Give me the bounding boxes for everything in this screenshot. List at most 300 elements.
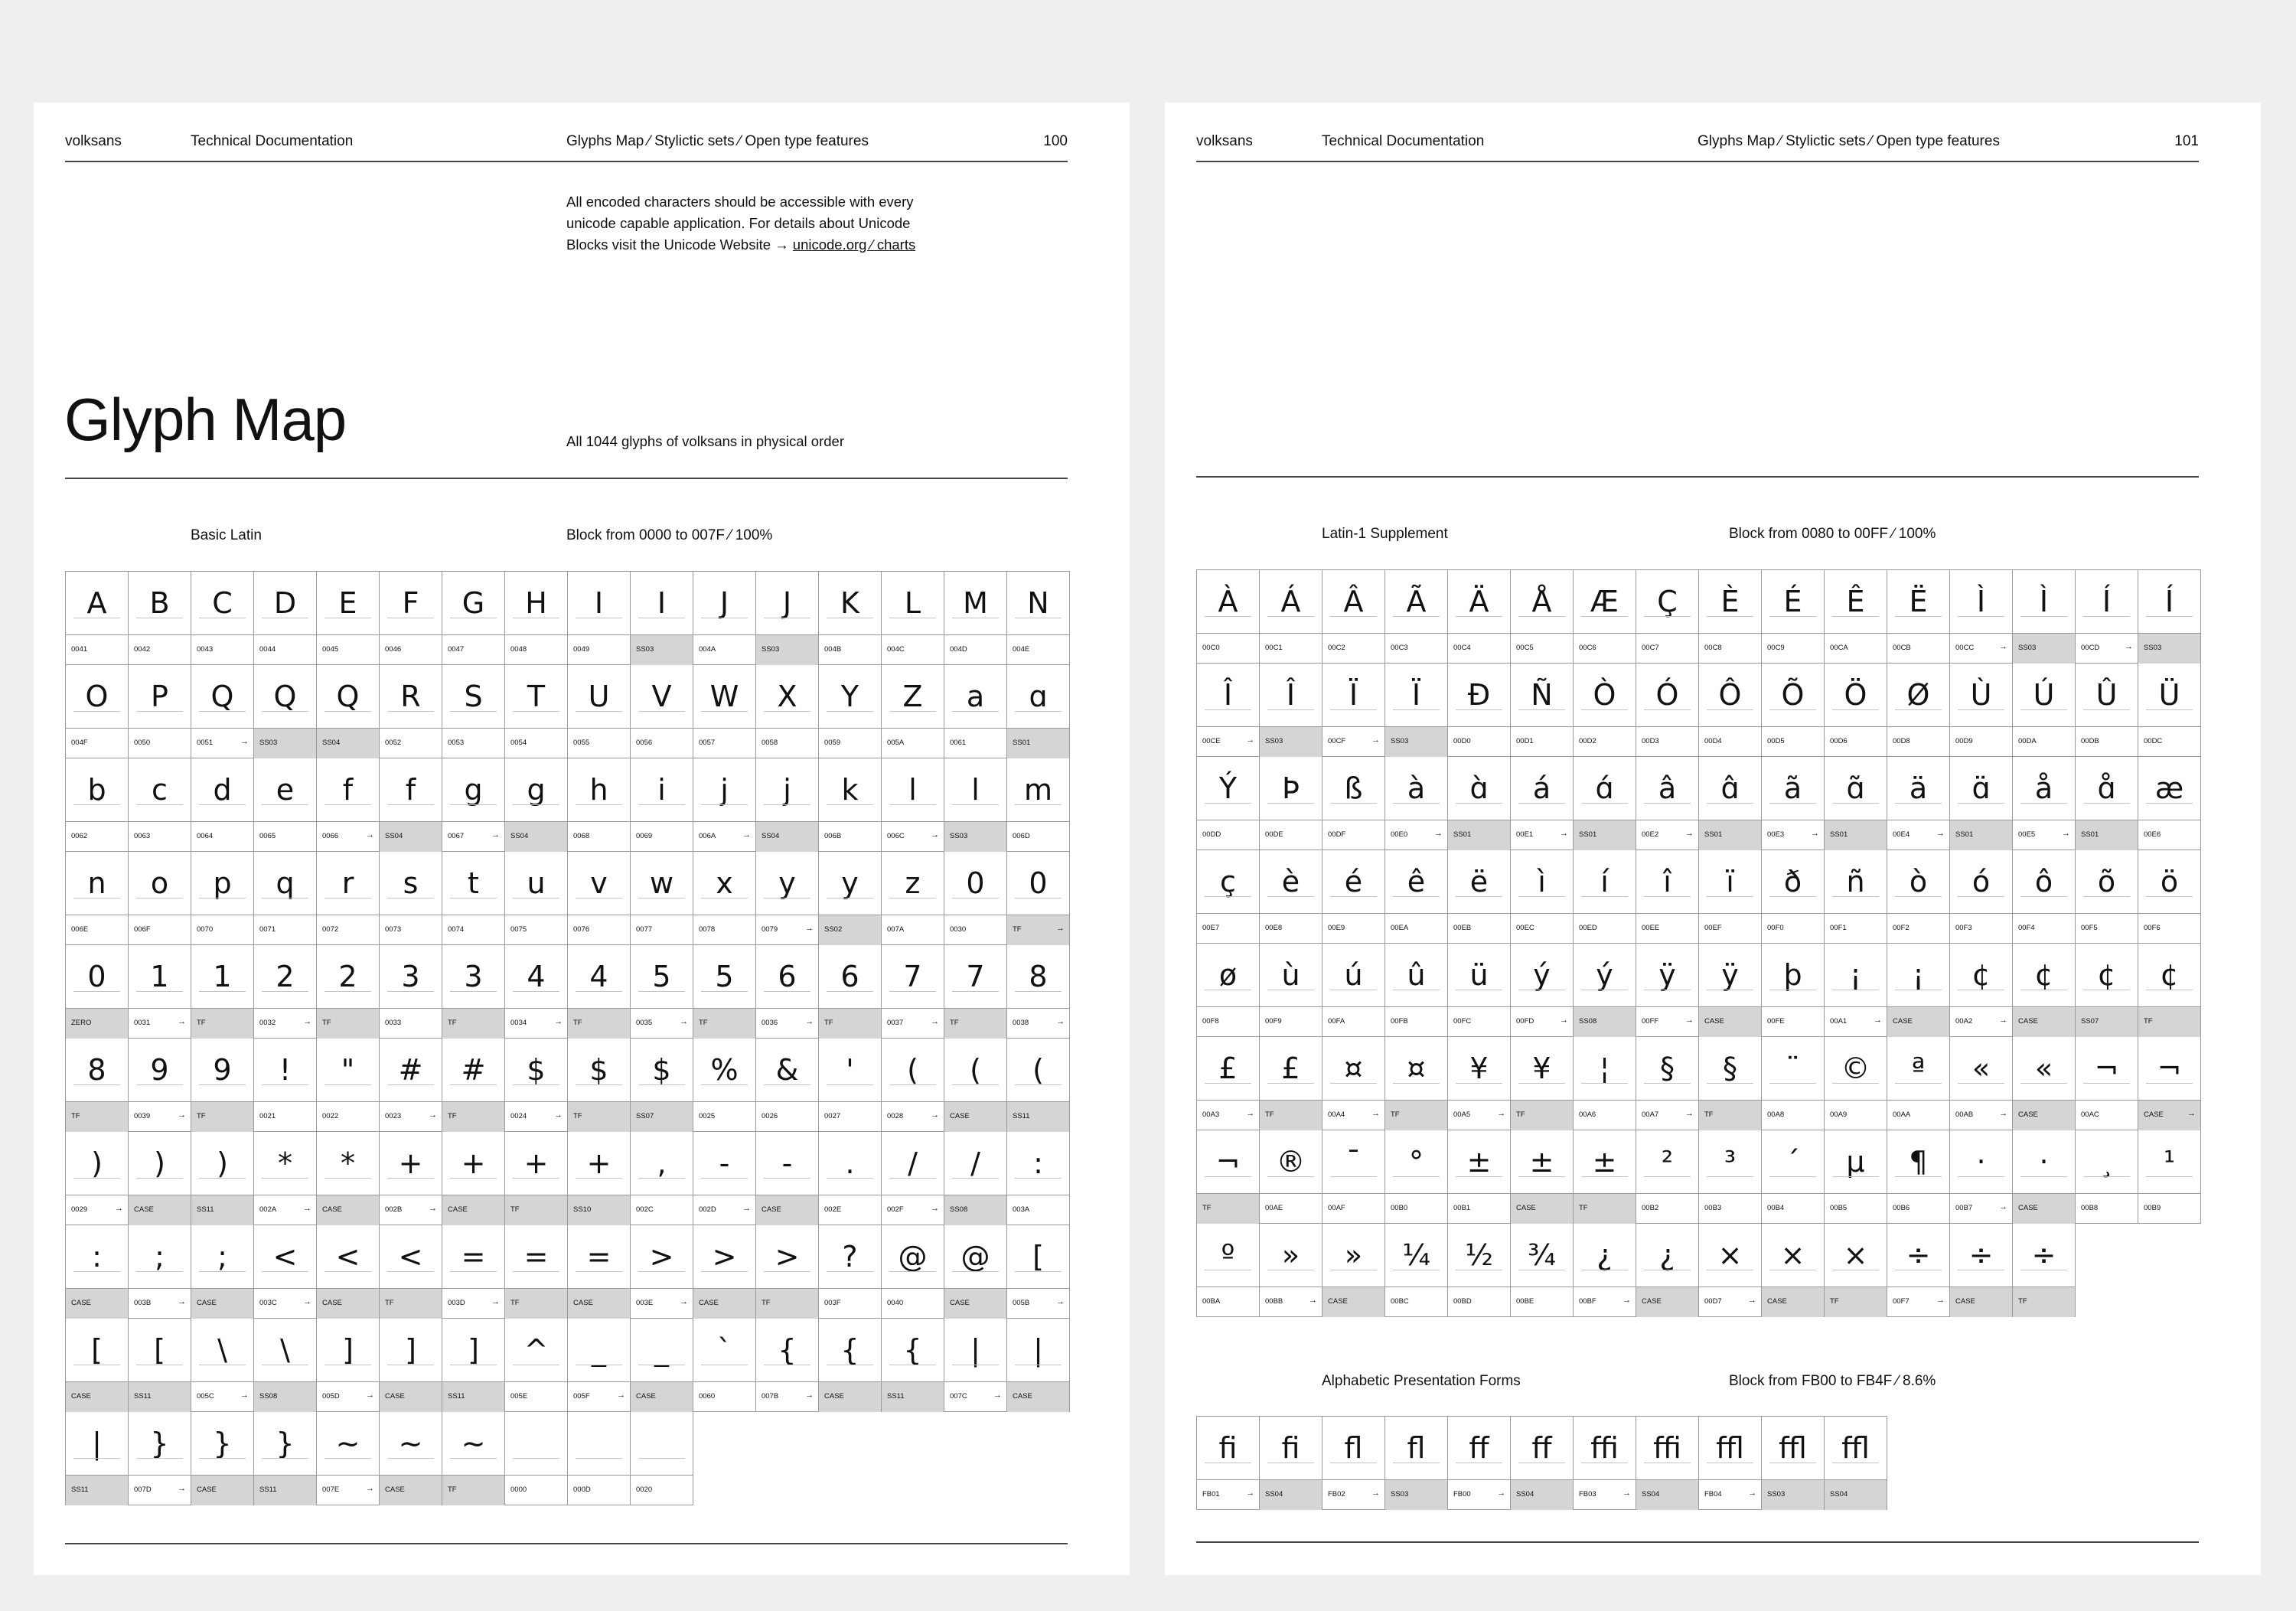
glyph-code-label: 00A7 →: [1636, 1100, 1698, 1130]
glyph-cell: [129, 572, 191, 665]
glyph-code-label: 00D4: [1699, 726, 1761, 757]
glyph-code-label: 00F2: [1887, 913, 1949, 944]
glyph-code-label: TF: [1574, 1193, 1636, 1224]
baseline-guide: [1644, 1176, 1691, 1177]
glyph-char: 8: [1029, 960, 1048, 993]
glyph-cell: [1762, 944, 1825, 1037]
glyph-cell: [1511, 944, 1574, 1037]
page-header: [1196, 133, 2199, 162]
glyph-cell: [1511, 1037, 1574, 1130]
baseline-guide: [701, 1178, 748, 1179]
glyph-code-label: 00B2: [1636, 1193, 1698, 1224]
glyph-char: R: [400, 680, 421, 713]
glyph-char: }: [213, 1427, 232, 1460]
glyph-cell: [1825, 1130, 1887, 1224]
glyph-code-label: 00C9: [1762, 633, 1824, 664]
glyph-char: fl: [1407, 1431, 1426, 1465]
glyph-code-label: SS03: [631, 634, 693, 665]
glyph-cell: [66, 665, 129, 758]
glyph-code-label: 00BC: [1385, 1287, 1447, 1317]
glyph-code-label: TF: [442, 1008, 504, 1039]
glyph-cell: [129, 1225, 191, 1319]
glyph-cell: [191, 1225, 254, 1319]
glyph-code-label: CASE: [1007, 1381, 1069, 1412]
baseline-guide: [136, 711, 183, 712]
glyph-code-label: 0028 →: [882, 1101, 944, 1132]
baseline-guide: [1330, 709, 1377, 710]
glyph-code-label: 0050: [129, 728, 191, 758]
glyph-code-label: 00D8: [1887, 726, 1949, 757]
glyph-char: «: [1971, 1052, 1991, 1085]
glyph-char: ñ: [1846, 865, 1865, 898]
glyph-cell: [1887, 757, 1950, 850]
glyph-char: r: [341, 866, 354, 900]
glyph-cell: [1448, 664, 1511, 757]
glyph-cell: [1260, 1224, 1322, 1317]
baseline-guide: [1581, 896, 1628, 897]
glyph-code-label: 00F4: [2013, 913, 2075, 944]
glyph-char: ÿ: [1721, 958, 1739, 992]
glyph-cell: [1825, 944, 1887, 1037]
glyph-cell: [2076, 944, 2138, 1037]
glyph-char: 1: [213, 960, 232, 993]
glyph-cell: [568, 1225, 631, 1319]
glyph-cell: [1574, 570, 1636, 664]
arrow-right-icon: →: [2125, 642, 2133, 651]
arrow-right-icon: →: [1309, 1296, 1317, 1305]
glyph-char: 4: [589, 960, 608, 993]
arrow-right-icon: →: [1056, 924, 1065, 933]
glyph-cell: [944, 945, 1007, 1039]
glyph-cell: [1322, 1224, 1385, 1317]
glyph-cell: [2076, 757, 2138, 850]
baseline-guide: [1518, 616, 1565, 617]
glyph-cell: [1322, 757, 1385, 850]
glyph-cell: [756, 758, 819, 852]
glyph-char: }: [150, 1427, 169, 1460]
glyph-code-label: 00DA: [2013, 726, 2075, 757]
glyph-char: %: [710, 1053, 739, 1087]
glyph-code-label: 0042: [129, 634, 191, 665]
glyph-char: s: [403, 866, 419, 900]
glyph-code-label: 00DB: [2076, 726, 2138, 757]
baseline-guide: [1644, 803, 1691, 804]
glyph-code-label: TF: [380, 1288, 442, 1319]
glyph-cell: [756, 1132, 819, 1225]
arrow-right-icon: →: [1811, 829, 1819, 838]
glyph-code-label: SS11: [442, 1381, 504, 1412]
baseline-guide: [2146, 616, 2193, 617]
glyph-char: ;: [155, 1240, 165, 1273]
glyph-cell: [1448, 757, 1511, 850]
glyph-code-label: 0032 →: [254, 1008, 316, 1039]
glyph-code-label: 00EB: [1448, 913, 1510, 944]
arrow-right-icon: →: [240, 1391, 249, 1400]
glyph-char: ö: [2160, 865, 2179, 898]
glyph-cell: [1197, 1224, 1260, 1317]
glyph-char: ×: [1717, 1238, 1743, 1272]
baseline-guide: [1015, 711, 1062, 712]
glyph-cell: [191, 945, 254, 1039]
arrow-right-icon: →: [1999, 1016, 2007, 1025]
glyph-char: Ï: [1411, 678, 1421, 712]
glyph-cell: [882, 572, 944, 665]
glyph-cell: [442, 665, 505, 758]
glyph-cell: [1762, 757, 1825, 850]
glyph-char: 5: [652, 960, 671, 993]
baseline-guide: [1832, 803, 1879, 804]
glyph-cell: [191, 758, 254, 852]
baseline-guide: [1895, 709, 1942, 710]
glyph-char: í: [1600, 865, 1609, 898]
arrow-right-icon: →: [303, 1204, 311, 1213]
baseline-guide: [827, 804, 873, 805]
glyph-char: I: [657, 586, 667, 620]
arrow-right-icon: →: [680, 1017, 688, 1026]
glyph-cell: [1007, 1039, 1070, 1132]
glyph-code-label: SS08: [254, 1381, 316, 1412]
glyph-code-label: CASE →: [2138, 1100, 2200, 1130]
glyph-cell: [1574, 850, 1636, 944]
glyph-code-label: 003D →: [442, 1288, 504, 1319]
glyph-char: fi: [1218, 1431, 1238, 1465]
glyph-char: U: [588, 680, 610, 713]
glyph-char: Ì: [2039, 585, 2049, 618]
glyph-char: è: [1281, 865, 1300, 898]
block-range-basic-latin: Block from 0000 to 007F ⁄ 100%: [566, 527, 773, 543]
glyph-code-label: 0023 →: [380, 1101, 442, 1132]
arrow-right-icon: →: [805, 1017, 814, 1026]
glyph-char: Å: [1531, 585, 1552, 618]
glyph-char: 2: [338, 960, 357, 993]
glyph-char: f: [405, 773, 416, 807]
glyph-char: Ü: [2158, 678, 2180, 712]
baseline-guide: [1644, 1083, 1691, 1084]
glyph-code-label: 004F: [66, 728, 128, 758]
glyph-cell: [1260, 570, 1322, 664]
glyph-char: ¢: [2034, 958, 2053, 992]
glyph-code-label: 007E →: [317, 1475, 379, 1505]
unicode-charts-link[interactable]: unicode.org ⁄ charts: [792, 236, 916, 253]
baseline-guide: [1769, 896, 1816, 897]
glyph-code-label: 0061: [944, 728, 1006, 758]
glyph-char: ³: [1724, 1145, 1737, 1179]
baseline-guide: [136, 1178, 183, 1179]
baseline-guide: [889, 1084, 936, 1085]
glyph-code-label: 0064: [191, 821, 253, 852]
baseline-guide: [199, 711, 246, 712]
glyph-cell: [1511, 1417, 1574, 1510]
glyph-code-label: 00AC: [2076, 1100, 2138, 1130]
glyph-code-label: 00AF: [1322, 1193, 1384, 1224]
arrow-right-icon: →: [429, 1110, 437, 1120]
section-title: Glyphs Map ⁄ Stylictic sets ⁄ Open type features: [566, 133, 869, 149]
arrow-right-icon: →: [1748, 1296, 1756, 1305]
glyph-char: &: [775, 1053, 799, 1087]
glyph-char: «: [2034, 1052, 2053, 1085]
glyph-cell: [505, 572, 568, 665]
baseline-guide: [513, 1178, 559, 1179]
arrow-right-icon: →: [1246, 1489, 1254, 1498]
glyph-code-label: 003B →: [129, 1288, 191, 1319]
baseline-guide: [2146, 709, 2193, 710]
glyph-code-label: 006E: [66, 915, 128, 945]
baseline-guide: [450, 991, 497, 992]
glyph-char: *: [278, 1146, 292, 1180]
glyph-cell: [1260, 1037, 1322, 1130]
glyph-code-label: 00DE: [1260, 820, 1322, 850]
glyph-code-label: 00B8: [2076, 1193, 2138, 1224]
glyph-code-label: 00F3: [1950, 913, 2012, 944]
glyph-code-label: 0039 →: [129, 1101, 191, 1132]
glyph-code-label: 0029 →: [66, 1195, 128, 1225]
glyph-char: »: [1281, 1238, 1300, 1272]
glyph-code-label: 00FB: [1385, 1006, 1447, 1037]
glyph-char: {: [778, 1333, 797, 1367]
glyph-char: :: [92, 1240, 102, 1273]
glyph-cell: [1636, 850, 1699, 944]
glyph-cell: [66, 758, 129, 852]
glyph-char: ]: [342, 1333, 354, 1367]
baseline-guide: [1205, 616, 1251, 617]
glyph-char: A: [86, 586, 107, 620]
baseline-guide: [262, 804, 308, 805]
baseline-guide: [1267, 616, 1314, 617]
glyph-char: +: [523, 1146, 549, 1180]
glyph-char: ÷: [1906, 1238, 1931, 1272]
glyph-char: #: [398, 1053, 423, 1087]
baseline-guide: [73, 1084, 120, 1085]
glyph-char: |: [1033, 1333, 1043, 1367]
baseline-guide: [387, 1271, 434, 1272]
arrow-right-icon: →: [1560, 1016, 1568, 1025]
glyph-grid-basic-latin: [65, 571, 1070, 1505]
glyph-cell: [568, 572, 631, 665]
baseline-guide: [1644, 709, 1691, 710]
baseline-guide: [1958, 1176, 2004, 1177]
baseline-guide: [1769, 709, 1816, 710]
glyph-char: d: [213, 773, 232, 807]
glyph-code-label: 000D: [568, 1475, 630, 1505]
glyph-code-label: 0027: [819, 1101, 881, 1132]
glyph-code-label: 0030: [944, 915, 1006, 945]
baseline-guide: [199, 1084, 246, 1085]
block-name-alphabetic-presentation: Alphabetic Presentation Forms: [1322, 1373, 1521, 1389]
glyph-code-label: CASE: [191, 1475, 253, 1505]
glyph-code-label: 0043: [191, 634, 253, 665]
glyph-cell: [2013, 1130, 2076, 1224]
glyph-code-label: 00D1: [1511, 726, 1573, 757]
glyph-code-label: CASE: [944, 1288, 1006, 1319]
glyph-code-label: CASE: [819, 1381, 881, 1412]
glyph-char: Ý: [1218, 771, 1238, 805]
baseline-guide: [2146, 803, 2193, 804]
glyph-char: B: [149, 586, 170, 620]
glyph-cell: [1950, 1224, 2013, 1317]
glyph-code-label: TF: [2013, 1287, 2075, 1317]
glyph-char: ~: [461, 1427, 486, 1460]
glyph-cell: [756, 945, 819, 1039]
glyph-cell: [631, 1319, 693, 1412]
glyph-cell: [442, 572, 505, 665]
glyph-char: À: [1218, 585, 1238, 618]
glyph-char: H: [525, 586, 547, 620]
glyph-code-label: SS11: [66, 1475, 128, 1505]
page-101: [1165, 103, 2261, 1575]
glyph-cell: [1260, 757, 1322, 850]
glyph-code-label: TF: [944, 1008, 1006, 1039]
glyph-code-label: TF: [819, 1008, 881, 1039]
glyph-cell: [2138, 570, 2201, 664]
glyph-code-label: 00FC: [1448, 1006, 1510, 1037]
glyph-code-label: 00CC →: [1950, 633, 2012, 664]
glyph-code-label: SS04: [317, 728, 379, 758]
glyph-char: k: [841, 773, 859, 807]
glyph-char: ¼: [1402, 1238, 1430, 1272]
glyph-char: ff: [1531, 1431, 1552, 1465]
glyph-code-label: SS01: [1448, 820, 1510, 850]
glyph-char: <: [272, 1240, 298, 1273]
glyph-char: P: [151, 680, 168, 713]
glyph-code-label: SS01: [2076, 820, 2138, 850]
glyph-code-label: 00EF: [1699, 913, 1761, 944]
glyph-code-label: 00E8: [1260, 913, 1322, 944]
glyph-cell: [1197, 1130, 1260, 1224]
baseline-guide: [1015, 1178, 1062, 1179]
arrow-right-icon: →: [1748, 1489, 1756, 1498]
glyph-char: 9: [150, 1053, 169, 1087]
glyph-char: ©: [1841, 1052, 1870, 1085]
arrow-right-icon: →: [366, 1484, 374, 1493]
glyph-char: *: [341, 1146, 355, 1180]
arrow-right-icon: →: [931, 1110, 939, 1120]
glyph-code-label: 00D3: [1636, 726, 1698, 757]
glyph-cell: [129, 1132, 191, 1225]
glyph-char: v: [590, 866, 608, 900]
glyph-cell: [1762, 664, 1825, 757]
glyph-cell: [1636, 1130, 1699, 1224]
glyph-char: =: [586, 1240, 612, 1273]
glyph-code-label: CASE: [568, 1288, 630, 1319]
glyph-cell: [129, 852, 191, 945]
baseline-guide: [1707, 709, 1753, 710]
glyph-code-label: CASE: [191, 1288, 253, 1319]
glyph-code-label: SS04: [1825, 1479, 1887, 1510]
glyph-code-label: 00FA: [1322, 1006, 1384, 1037]
glyph-char: ffl: [1779, 1431, 1807, 1465]
glyph-char: ²: [1661, 1145, 1674, 1179]
glyph-cell: [254, 758, 317, 852]
divider: [65, 478, 1068, 479]
glyph-char: (: [907, 1053, 918, 1087]
arrow-right-icon: →: [1560, 829, 1568, 838]
baseline-guide: [889, 1271, 936, 1272]
glyph-char: ɑ̀: [1469, 771, 1489, 805]
glyph-code-label: 006F: [129, 915, 191, 945]
glyph-char: b: [87, 773, 106, 807]
baseline-guide: [1581, 1176, 1628, 1177]
glyph-code-label: 0076: [568, 915, 630, 945]
glyph-char: [: [154, 1333, 165, 1367]
glyph-cell: [1385, 1130, 1448, 1224]
baseline-guide: [136, 804, 183, 805]
baseline-guide: [1015, 804, 1062, 805]
glyph-cell: [882, 758, 944, 852]
glyph-code-label: TF: [505, 1195, 567, 1225]
glyph-code-label: 0060: [693, 1381, 755, 1412]
glyph-char: ü: [1469, 958, 1489, 992]
baseline-guide: [450, 711, 497, 712]
glyph-code-label: 004A: [693, 634, 755, 665]
arrow-right-icon: →: [240, 737, 249, 746]
glyph-cell: [1762, 570, 1825, 664]
glyph-char: ff: [1469, 1431, 1489, 1465]
glyph-cell: [254, 852, 317, 945]
glyph-cell: [254, 1412, 317, 1505]
baseline-guide: [1456, 1176, 1502, 1177]
glyph-cell: [2138, 1037, 2201, 1130]
glyph-cell: [819, 758, 882, 852]
glyph-cell: [1197, 757, 1260, 850]
glyph-char: ): [154, 1146, 165, 1180]
baseline-guide: [2146, 1176, 2193, 1177]
glyph-code-label: SS03: [2138, 633, 2200, 664]
glyph-char: »: [1344, 1238, 1363, 1272]
glyph-char: m: [1023, 773, 1053, 807]
arrow-right-icon: →: [303, 1297, 311, 1306]
glyph-char: +: [586, 1146, 612, 1180]
glyph-code-label: SS03: [2013, 633, 2075, 664]
glyph-code-label: 00A1 →: [1825, 1006, 1887, 1037]
glyph-char: >: [712, 1240, 737, 1273]
baseline-guide: [638, 1084, 685, 1085]
glyph-char: ]: [405, 1333, 416, 1367]
glyph-cell: [568, 1039, 631, 1132]
glyph-cell: [380, 1225, 442, 1319]
glyph-cell: [693, 945, 756, 1039]
glyph-cell: [756, 665, 819, 758]
glyph-cell: [882, 1225, 944, 1319]
baseline-guide: [576, 1084, 622, 1085]
glyph-cell: [2013, 850, 2076, 944]
bottom-divider: [1196, 1541, 2199, 1543]
glyph-cell: [1007, 1319, 1070, 1412]
glyph-char: Ä: [1469, 585, 1489, 618]
glyph-cell: [254, 1132, 317, 1225]
glyph-char: a: [966, 680, 985, 713]
glyph-char: ì: [1538, 865, 1546, 898]
glyph-char: _: [654, 1333, 669, 1367]
glyph-char: ô: [2034, 865, 2053, 898]
arrow-right-icon: →: [742, 830, 751, 840]
glyph-char: -: [781, 1146, 793, 1180]
glyph-cell: [442, 1132, 505, 1225]
glyph-code-label: 0047: [442, 634, 504, 665]
glyph-code-label: 00DF: [1322, 820, 1384, 850]
baseline-guide: [1769, 1083, 1816, 1084]
baseline-guide: [1205, 709, 1251, 710]
glyph-cell: [1699, 1417, 1762, 1510]
arrow-right-icon: →: [1685, 829, 1694, 838]
glyph-cell: [1950, 1037, 2013, 1130]
divider: [1196, 476, 2199, 478]
arrow-right-icon: →: [1371, 735, 1380, 745]
glyph-char: 6: [840, 960, 859, 993]
glyph-code-label: 00CE →: [1197, 726, 1259, 757]
glyph-code-label: TF: [505, 1288, 567, 1319]
baseline-guide: [73, 804, 120, 805]
glyph-char: ý: [1596, 958, 1613, 992]
